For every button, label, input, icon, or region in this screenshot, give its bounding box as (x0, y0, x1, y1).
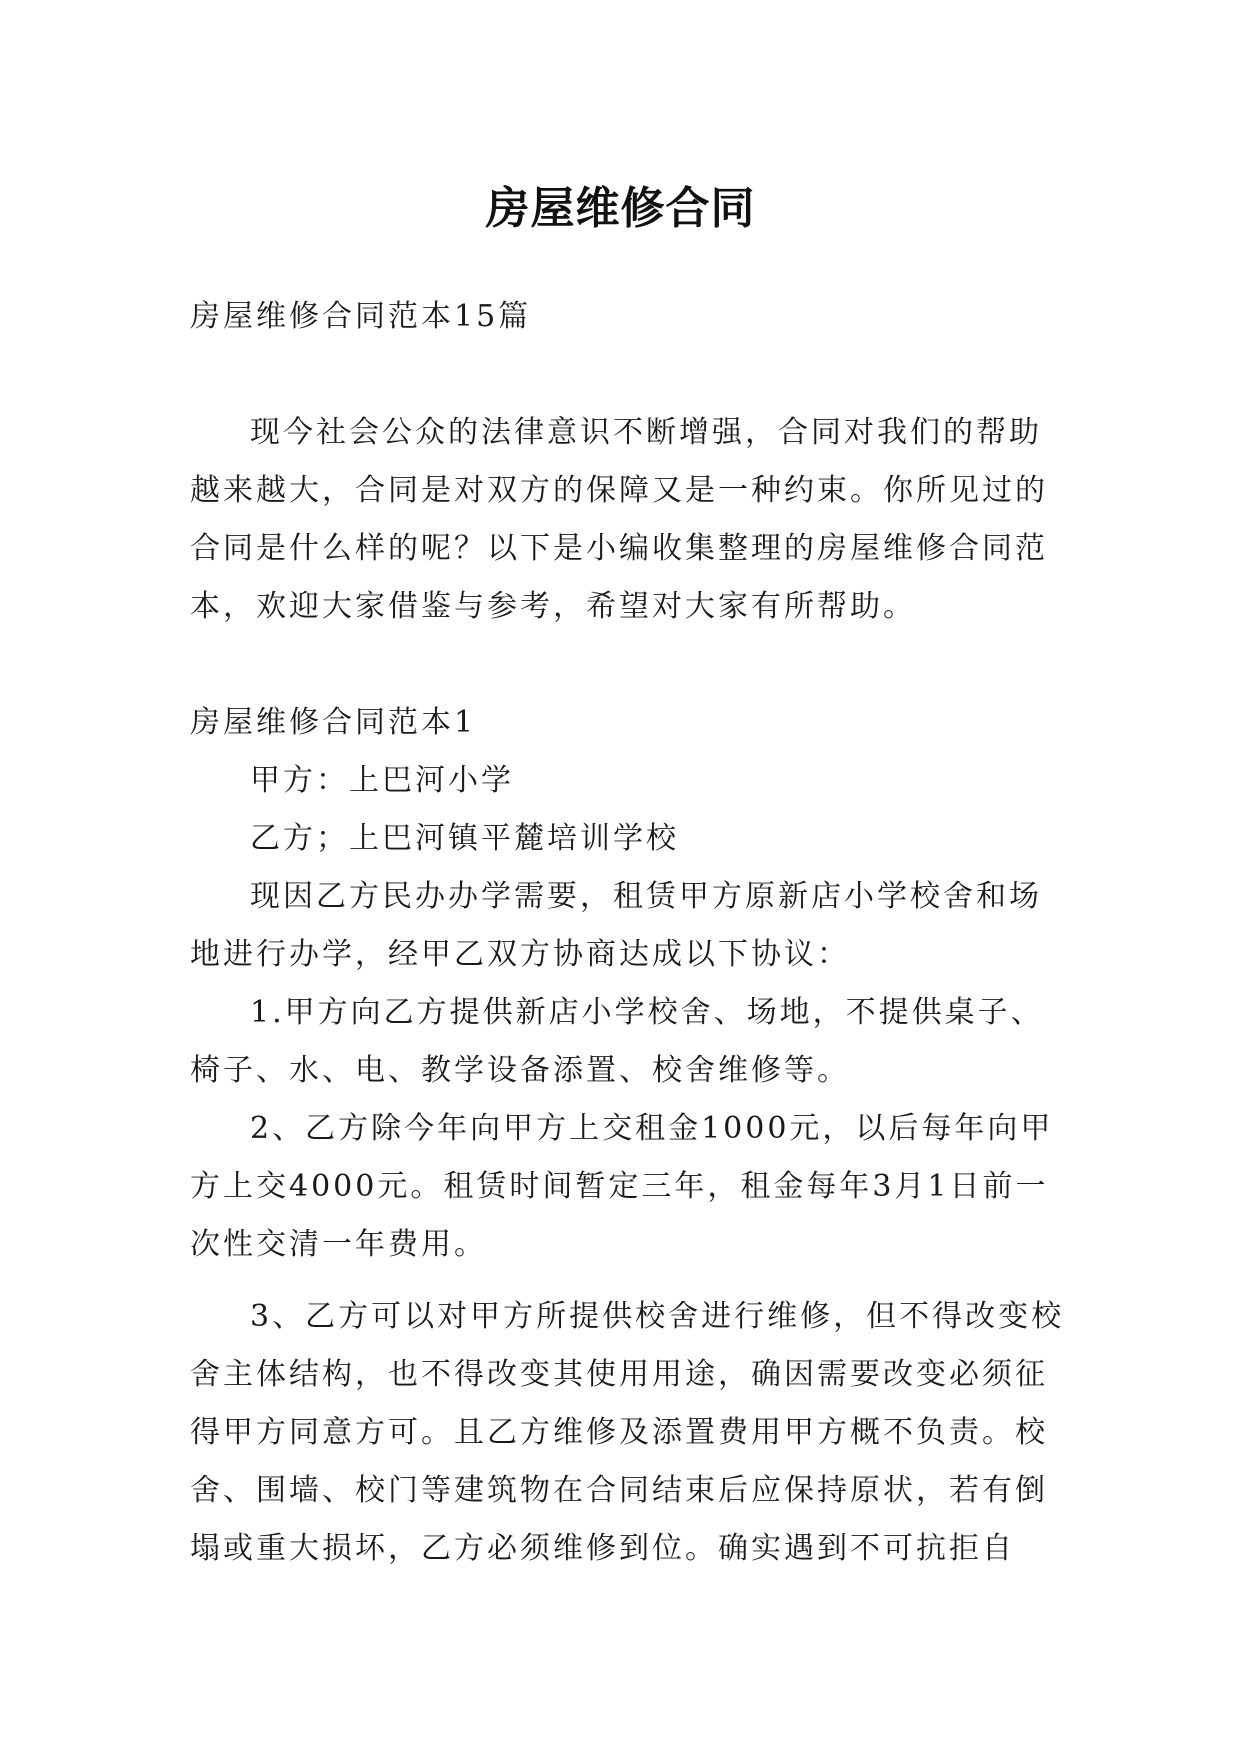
clause-paragraph: 3、乙方可以对甲方所提供校舍进行维修，但不得改变校舍主体结构，也不得改变其使用用途，确因需要改变必须征得甲方同意方可。且乙方维修及添置费用甲方概不负责。校舍、围墙、校门等建筑物在合同结束后应保持原状，若有倒塌或重大损坏，乙方必须维修到位。确实遇到不可抗拒自 (190, 1299, 1065, 1566)
preamble-paragraph: 现因乙方民办办学需要，租赁甲方原新店小学校舍和场地进行办学，经甲乙双方协商达成以下协议： (190, 879, 1042, 972)
clause-paragraph: 2、乙方除今年向甲方上交租金1000元，以后每年向甲方上交4000元。租赁时间暂定三年，租金每年3月1日前一次性交清一年费用。 (190, 1111, 1054, 1262)
clause-paragraph: 1.甲方向乙方提供新店小学校舍、场地，不提供桌子、椅子、水、电、教学设备添置、校舍维修等。 (190, 995, 1044, 1088)
party-a-line: 甲方：上巴河小学 (250, 763, 514, 798)
section-heading: 房屋维修合同范本1 (190, 705, 477, 740)
document-body (190, 288, 1070, 1578)
document-title: 房屋维修合同 (485, 183, 756, 235)
party-b-line: 乙方；上巴河镇平麓培训学校 (250, 821, 679, 856)
intro-paragraph: 现今社会公众的法律意识不断增强，合同对我们的帮助越来越大，合同是对双方的保障又是一种约束。你所见过的合同是什么样的呢？以下是小编收集整理的房屋维修合同范本，欢迎大家借鉴与参考，希望对大家有所帮助。 (190, 415, 1048, 624)
document-subtitle: 房屋维修合同范本15篇 (190, 299, 532, 334)
